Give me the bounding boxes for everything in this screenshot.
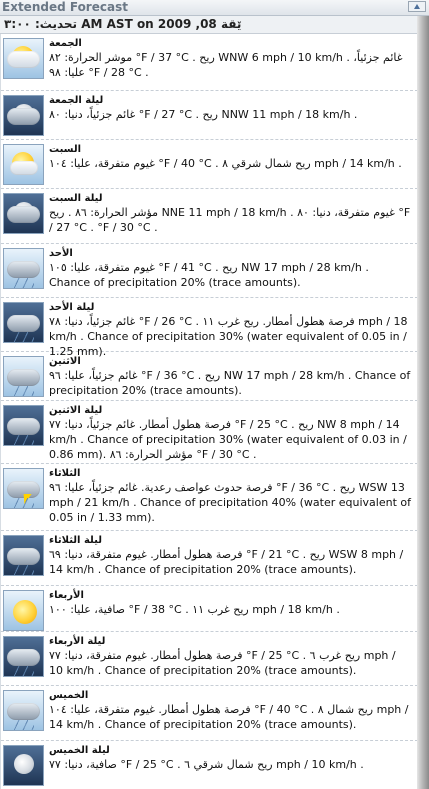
forecast-day: ليلة الأربعاء [49, 636, 106, 647]
forecast-day: السبت [49, 144, 82, 155]
clear-night-icon [3, 745, 44, 786]
forecast-day: ليلة الجمعة [49, 95, 104, 106]
forecast-text [49, 38, 411, 80]
forecast-description: فرصة هطول أمطار. غيوم متفرقة، دنيا: ٦٩ °F / 21 °C . ريح WSW 8 mph / 14 km/h . Chance of precipitation 20% (trace amounts). [49, 548, 404, 576]
title-bar [0, 0, 429, 16]
forecast-row [1, 632, 418, 686]
forecast-description: غائم جزئياً، دنيا: ٨٠ °F / 27 °C . ريح NNW 11 mph / 18 km/h . [49, 108, 358, 121]
forecast-text [49, 405, 411, 462]
forecast-description: صافية، عليا: ١٠٠ °F / 38 °C . ريح غرب ١١ mph / 18 km/h . [49, 603, 340, 616]
forecast-day: ليلة السبت [49, 193, 103, 204]
forecast-text [49, 690, 411, 732]
window-title: Extended Forecast [2, 0, 128, 14]
forecast-day: ليلة الخميس [49, 745, 110, 756]
partly-cloudy-night-icon [3, 193, 44, 234]
partly-cloudy-day-icon [3, 144, 44, 185]
clear-day-icon [3, 590, 44, 631]
rain-day-icon [3, 248, 44, 289]
rain-night-icon [3, 302, 44, 343]
forecast-day: ليلة الأحد [49, 302, 95, 313]
forecast-row [1, 531, 418, 586]
forecast-day: الاثنين [49, 356, 81, 367]
forecast-row [1, 140, 418, 189]
forecast-description: مؤشر الحرارة: ٨٦ . ريح NNE 11 mph / 18 km/h . غيوم متفرقة، دنيا: ٨٠ °F / 27 °C . °F / 30 °C . [49, 206, 411, 234]
forecast-row [1, 741, 418, 789]
rain-night-icon [3, 535, 44, 576]
forecast-day: ليلة الثلاثاء [49, 535, 102, 546]
forecast-text [49, 95, 411, 122]
forecast-text [49, 590, 411, 617]
forecast-description: فرصة هطول أمطار. غائم جزئياً، دنيا: ٧٧ °F / 25 °C . ريح NW 8 mph / 14 km/h . Chance of precipitation 30% (water equivalent of 0.03 in / 0.86 mm). مؤشر الحرارة: ٨٦ °F / 30 °C . [49, 418, 407, 461]
thunderstorm-icon [3, 468, 44, 509]
forecast-row [1, 586, 418, 632]
forecast-day: الأربعاء [49, 590, 84, 601]
rain-night-icon [3, 636, 44, 677]
forecast-row [1, 91, 418, 140]
forecast-text [49, 248, 411, 290]
forecast-row [1, 352, 418, 401]
forecast-text [49, 302, 411, 359]
forecast-description: موشر الحرارة: ٨٢ °F / 37 °C . ريح WNW 6 mph / 10 km/h . غائم جزئياً، عليا: ٩٨ °F / 28 °C . [49, 51, 403, 79]
forecast-description: غائم جزئياً، عليا: ٩٦ °F / 36 °C . ريح NW 17 mph / 28 km/h . Chance of precipitation 20% (trace amounts). [49, 369, 411, 397]
partly-cloudy-night-icon [3, 95, 44, 136]
forecast-row [1, 686, 418, 741]
forecast-day: ليلة الاثنين [49, 405, 103, 416]
forecast-text [49, 193, 411, 235]
forecast-row [1, 244, 418, 298]
forecast-text [49, 144, 411, 171]
forecast-day: الثلاثاء [49, 468, 81, 479]
forecast-day: الأحد [49, 248, 73, 259]
forecast-list[interactable] [0, 34, 417, 789]
forecast-text [49, 356, 411, 398]
forecast-row [1, 401, 418, 464]
rain-day-icon [3, 690, 44, 731]
forecast-row [1, 34, 418, 91]
updated-label: تحديث: ٣:٠٠ AM AST on ێقة 08, 2009 [4, 17, 242, 31]
updated-bar [0, 16, 429, 34]
forecast-description: غيوم متفرقة، عليا: ١٠٥ °F / 41 °C . ريح NW 17 mph / 28 km/h . Chance of precipitation 20% (trace amounts). [49, 261, 369, 289]
forecast-row [1, 464, 418, 531]
forecast-text [49, 535, 411, 577]
forecast-description: فرصة هطول أمطار. غيوم متفرقة، دنيا: ٧٧ °F / 25 °C . ريح غرب ٦ mph / 10 km/h . Chance of precipitation 20% (trace amounts). [49, 649, 396, 677]
forecast-day: الخميس [49, 690, 89, 701]
forecast-description: غيوم متفرقة، عليا: ١٠٤ °F / 40 °C . ريح شمال شرقي ٨ mph / 14 km/h . [49, 157, 402, 170]
forecast-description: غائم جزئياً، دنيا: ٧٨ °F / 26 °C . فرصة هطول أمطار. ريح غرب ١١ mph / 18 km/h . Chance of precipitation 30% (water equivalent of 0.05 in / 1.25 mm). [49, 315, 408, 358]
right-shadow [417, 16, 429, 789]
forecast-row [1, 298, 418, 358]
rain-day-icon [3, 356, 44, 397]
forecast-description: فرصة حدوث عواصف رعدية. غائم جزئياً، عليا: ٩٦ °F / 36 °C . ريح WSW 13 mph / 21 km/h . Chance of precipitation 40% (water equivalent of 0.05 in / 1.33 mm). [49, 481, 411, 524]
forecast-description: فرصة هطول أمطار. غيوم متفرقة، عليا: ١٠٤ °F / 40 °C . ريح شمال ٨ mph / 14 km/h . Chance of precipitation 20% (trace amounts). [49, 703, 409, 731]
scroll-up-button[interactable] [408, 1, 426, 12]
partly-cloudy-day-icon [3, 38, 44, 79]
forecast-text [49, 636, 411, 678]
forecast-day: الجمعة [49, 38, 82, 49]
forecast-description: صافية، دنيا: ٧٧ °F / 25 °C . ريح شمال شرقي ٦ mph / 10 km/h . [49, 758, 364, 771]
forecast-text [49, 745, 411, 772]
forecast-text [49, 468, 411, 525]
forecast-row [1, 189, 418, 244]
rain-night-icon [3, 405, 44, 446]
